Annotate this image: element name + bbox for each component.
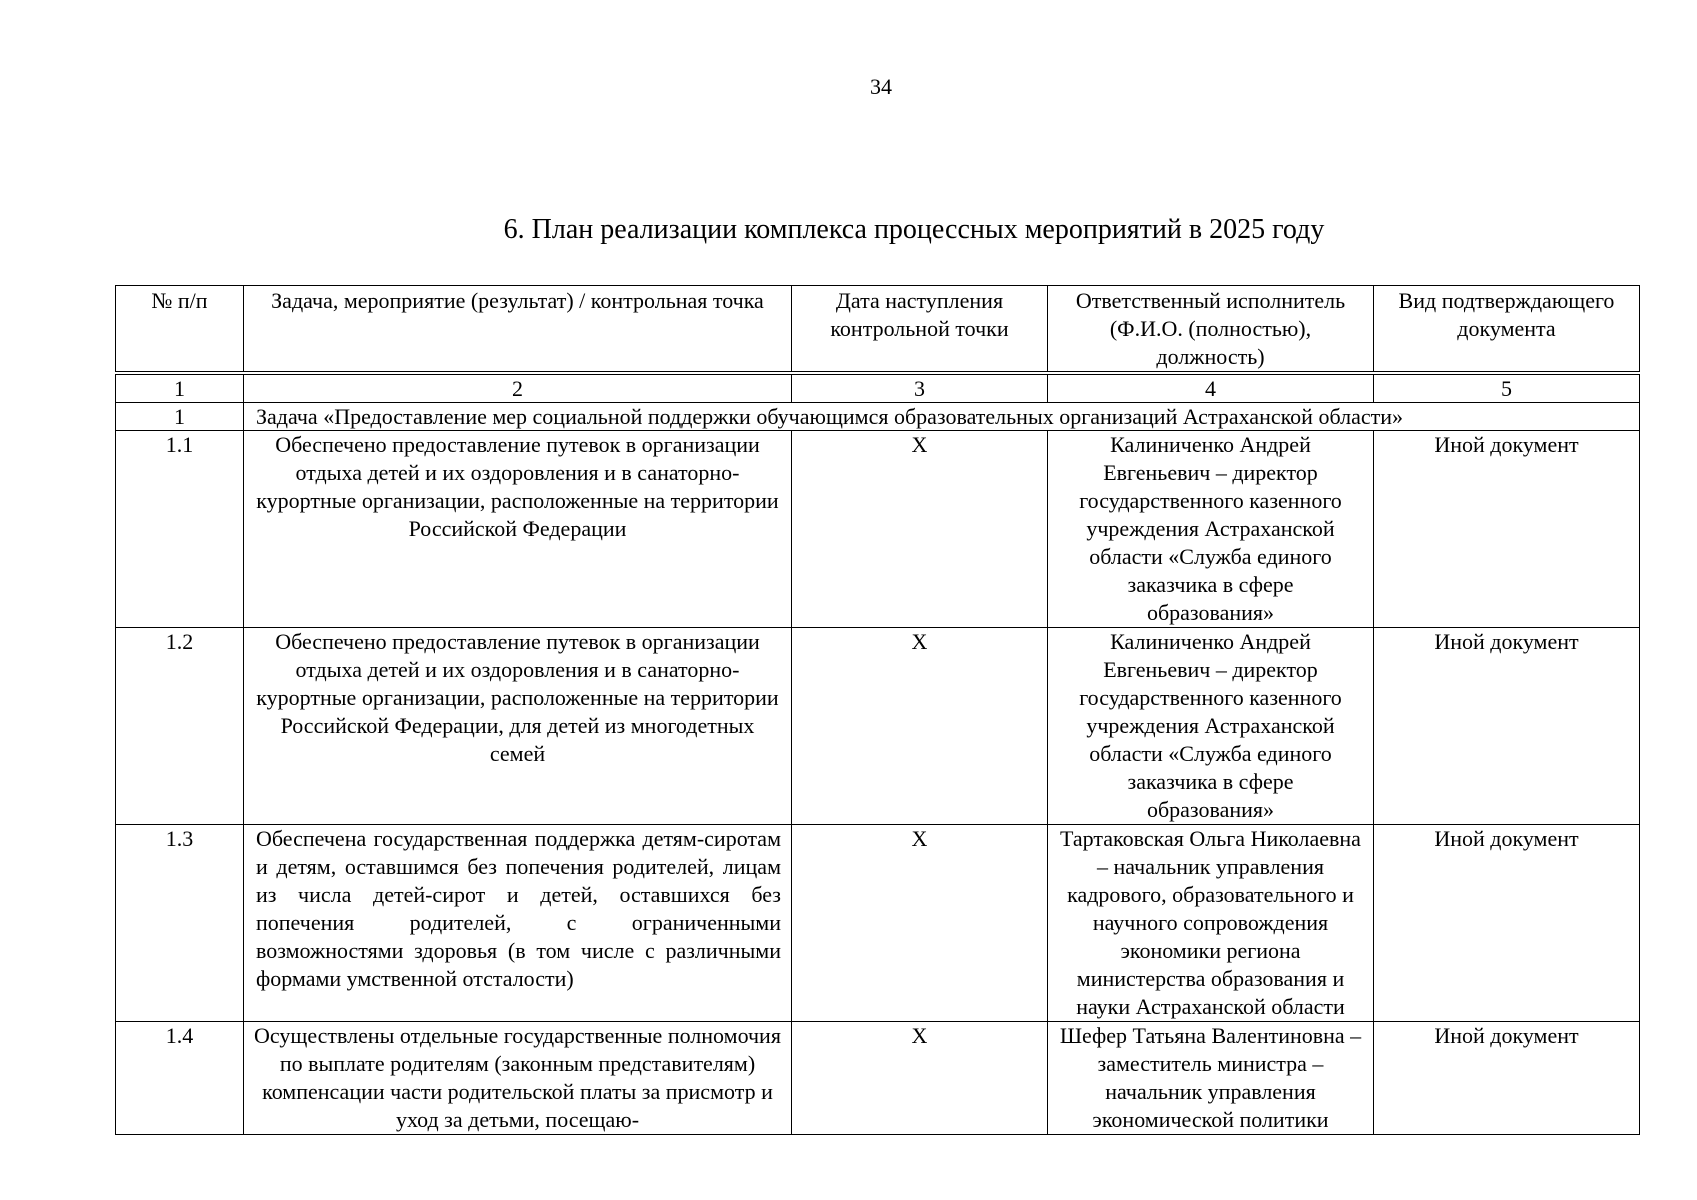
- column-number: 5: [1374, 373, 1640, 403]
- column-number-row: [116, 373, 1640, 403]
- row-number: 1.3: [116, 825, 244, 1022]
- row-number: 1.2: [116, 628, 244, 825]
- row-event: Обеспечено предоставление путевок в организации отдыха детей и их оздоровления и в санаторно-курортные организации, расположенные на территории Российской Федерации, для детей из многодетных семей: [244, 628, 792, 825]
- header-date: Дата наступления контрольной точки: [792, 286, 1048, 374]
- row-executor: Шефер Татьяна Валентиновна – заместитель министра – начальник управления экономической политики: [1048, 1022, 1374, 1135]
- row-number: 1.4: [116, 1022, 244, 1135]
- table-header-row: [116, 286, 1640, 374]
- task-row: [116, 403, 1640, 431]
- row-date: Х: [792, 628, 1048, 825]
- row-date: Х: [792, 1022, 1048, 1135]
- row-document: Иной документ: [1374, 825, 1640, 1022]
- row-executor: Тартаковская Ольга Николаевна – начальник управления кадрового, образовательного и научного сопровождения экономики региона министерства образования и науки Астраханской области: [1048, 825, 1374, 1022]
- header-number: № п/п: [116, 286, 244, 374]
- section-title: 6. План реализации комплекса процессных мероприятий в 2025 году: [503, 214, 1325, 245]
- row-executor: Калиниченко Андрей Евгеньевич – директор государственного казенного учреждения Астраханской области «Служба единого заказчика в сфере образования»: [1048, 431, 1374, 628]
- row-executor: Калиниченко Андрей Евгеньевич – директор государственного казенного учреждения Астраханской области «Служба единого заказчика в сфере образования»: [1048, 628, 1374, 825]
- column-number: 2: [244, 373, 792, 403]
- header-document: Вид подтверждающего документа: [1374, 286, 1640, 374]
- plan-table: [115, 285, 1640, 1135]
- column-number: 3: [792, 373, 1048, 403]
- column-number: 4: [1048, 373, 1374, 403]
- row-event: Осуществлены отдельные государственные полномочия по выплате родителям (законным представителям) компенсации части родительской платы за присмотр и уход за детьми, посещаю-: [244, 1022, 792, 1135]
- header-event: Задача, мероприятие (результат) / контрольная точка: [244, 286, 792, 374]
- header-executor: Ответственный исполнитель (Ф.И.О. (полностью), должность): [1048, 286, 1374, 374]
- row-event: Обеспечена государственная поддержка детям-сиротам и детям, оставшимся без попечения родителей, лицам из числа детей-сирот и детей, оставшихся без попечения родителей, с ограниченными возможностями здоровья (в том числе с различными формами умственной отсталости): [244, 825, 792, 1022]
- task-text: Задача «Предоставление мер социальной поддержки обучающимся образовательных организаций Астраханской области»: [244, 403, 1640, 431]
- table-row: [116, 431, 1640, 628]
- column-number: 1: [116, 373, 244, 403]
- row-document: Иной документ: [1374, 628, 1640, 825]
- table-row: [116, 825, 1640, 1022]
- row-date: Х: [792, 431, 1048, 628]
- row-document: Иной документ: [1374, 1022, 1640, 1135]
- row-event: Обеспечено предоставление путевок в организации отдыха детей и их оздоровления и в санаторно-курортные организации, расположенные на территории Российской Федерации: [244, 431, 792, 628]
- task-number: 1: [116, 403, 244, 431]
- row-number: 1.1: [116, 431, 244, 628]
- table-row: [116, 1022, 1640, 1135]
- row-document: Иной документ: [1374, 431, 1640, 628]
- table-row: [116, 628, 1640, 825]
- page-number: 34: [870, 74, 892, 99]
- row-date: Х: [792, 825, 1048, 1022]
